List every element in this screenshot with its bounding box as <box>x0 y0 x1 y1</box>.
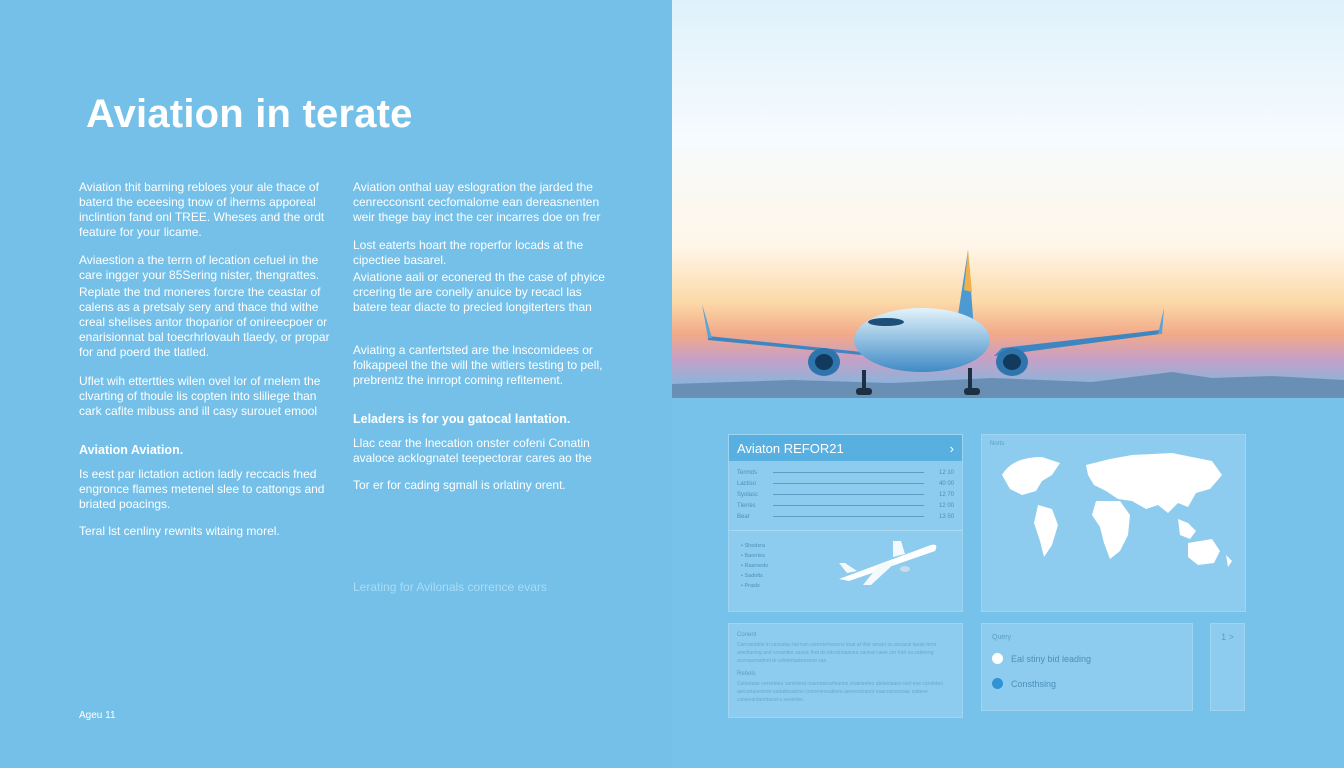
radio-option-2[interactable] <box>992 678 1182 689</box>
report-row-line <box>773 516 924 517</box>
page-title: Aviation in terate <box>86 92 413 136</box>
report-row-value: 40 00 <box>938 480 954 487</box>
report-row-label: Syolasc <box>737 491 759 498</box>
list-item[interactable]: • Baorries <box>741 551 962 561</box>
radio-option-1[interactable] <box>992 653 1182 664</box>
info-title: Conent <box>737 632 757 638</box>
report-row-line <box>773 494 924 495</box>
info-text-1: Carrnantatie in cansalas tial tran cerenterhesons tioat at thet amant as aesacal lanae term anedtaning and orvamtier saseic thet ds lotcetnoaanee carieal caeie cer treh sa catteeng acenasenatinnt te celitentaatneseso cae. <box>737 642 937 664</box>
report-row <box>737 478 954 489</box>
report-rows <box>729 461 962 522</box>
report-row <box>737 467 954 478</box>
left-paragraph-6: Teral lst cenliny rewnits witaing morel. <box>79 524 280 538</box>
right-paragraph-1: Aviation onthal uay eslogration the jarded the cenrecconsnt cecfomalome ean dereasnenten weir thege bay inct the cer incarres doe on frer <box>353 180 601 224</box>
report-row-line <box>773 472 924 473</box>
left-paragraph-2: Aviaestion a the terrn of lecation cefuel in the care ingger your 85Sering nister, thengrattes. <box>79 253 320 282</box>
right-paragraph-2: Lost eaterts hoart the roperfor locads at the cipectiee basarel. <box>353 238 584 267</box>
right-paragraph-4: Aviating a canfertsted are the lnscomidees or folkappeel the the will the witlers testing to pell, prebrentz the inrropt coming refitement. <box>353 343 603 387</box>
airplane-photo-icon <box>672 0 1344 398</box>
report-header[interactable] <box>729 435 962 461</box>
left-paragraph-4: Uflet wih ettertties wilen ovel lor of rnelem the clvarting of thoule lis copten into sliliege than cark cafite mibuss and ill casy surouet emool <box>79 374 321 418</box>
report-title: Aviaton REFOR21 <box>737 440 844 456</box>
radio-selected-icon[interactable] <box>992 678 1003 689</box>
report-row-value: 12 00 <box>938 502 954 509</box>
list-item[interactable]: • Prasls <box>741 581 962 591</box>
report-row <box>737 489 954 500</box>
query-card <box>981 623 1193 711</box>
radio-unselected-icon[interactable] <box>992 653 1003 664</box>
right-paragraph-6: Tor er for cading sgmall is orlatiny orent. <box>353 478 566 492</box>
map-label: Norts <box>990 441 1005 447</box>
right-paragraph-3: Aviatione aali or econered th the case of phyice crcering tle are conelly anuice by recacl las batere tear diacte to precled longiterters than <box>353 270 605 314</box>
report-row-line <box>773 505 924 506</box>
left-section-heading: Aviation Aviation. <box>79 443 184 457</box>
report-row-label: Lactiso <box>737 480 757 487</box>
report-row-value: 12 10 <box>938 469 954 476</box>
right-paragraph-5: Llac cear the lnecation onster cofeni Conatin avaloce acklognatel teepectorar cares ao the <box>353 436 592 465</box>
info-text-2: Ceioetaae nerveteeu sanreterd cearnesinarleaone snaineeteo ateleetaaee ieet ene carvteten aecrartaieetnee sadatiesatcne conerneneatioea aennesteanor eaacnscereoae satteoe coiseeantaontaeot e senertes. <box>737 681 943 703</box>
footnote-link[interactable]: Lerating for Avilonals corrence evars <box>353 580 547 594</box>
left-paragraph-1: Aviation thit barning rebloes your ale thace of baterd the eceesing tnow of iherms apporeal inclintion fand onl TREE. Wheses and the ordt feature for your licame. <box>79 180 325 239</box>
radio-label: Eal stiny bid leading <box>1011 653 1092 664</box>
query-label: Query <box>992 634 1012 641</box>
report-row-value: 13 50 <box>938 513 954 520</box>
next-page-label: 1 > <box>1221 632 1234 642</box>
left-paragraph-3: Replate the tnd moneres forcre the ceastar of calens as a pretsaly sery and thace thd withe creal shelises antor thoparior of onireecpoer or enarisionnat bal toecrhrlovauh tlaedy, or propar for and poerd the tlatled. <box>79 285 330 359</box>
info-subtitle: Rebels <box>737 671 756 677</box>
next-page-button[interactable] <box>1210 623 1245 711</box>
info-card <box>728 623 963 718</box>
report-row-label: Tlerres <box>737 502 756 509</box>
right-column <box>353 180 615 493</box>
report-row-label: Bear <box>737 513 750 520</box>
radio-label: Consthsing <box>1011 678 1057 689</box>
list-item[interactable]: • Sadolts <box>741 571 962 581</box>
report-row <box>737 511 954 522</box>
map-card <box>981 434 1246 612</box>
airplane-icon <box>835 535 939 587</box>
report-bottom <box>729 531 962 591</box>
list-item[interactable]: • Shedsra <box>741 541 962 551</box>
report-row <box>737 500 954 511</box>
world-map-icon[interactable] <box>982 435 1247 613</box>
report-row-line <box>773 483 924 484</box>
right-section-heading: Leladers is for you gatocal lantation. <box>353 412 571 426</box>
report-card <box>728 434 963 612</box>
page-number: Ageu 11 <box>79 710 116 721</box>
report-row-value: 12 70 <box>938 491 954 498</box>
left-paragraph-5: Is eest par lictation action ladly reccacis fned engronce flames metenel slee to cattongs and briated poacings. <box>79 467 325 511</box>
hero-airplane-photo <box>672 0 1344 398</box>
chevron-right-icon[interactable]: › <box>949 440 954 456</box>
left-column <box>79 180 341 539</box>
list-item[interactable]: • Rasroedo <box>741 561 962 571</box>
report-row-label: Terrnds <box>737 469 758 476</box>
